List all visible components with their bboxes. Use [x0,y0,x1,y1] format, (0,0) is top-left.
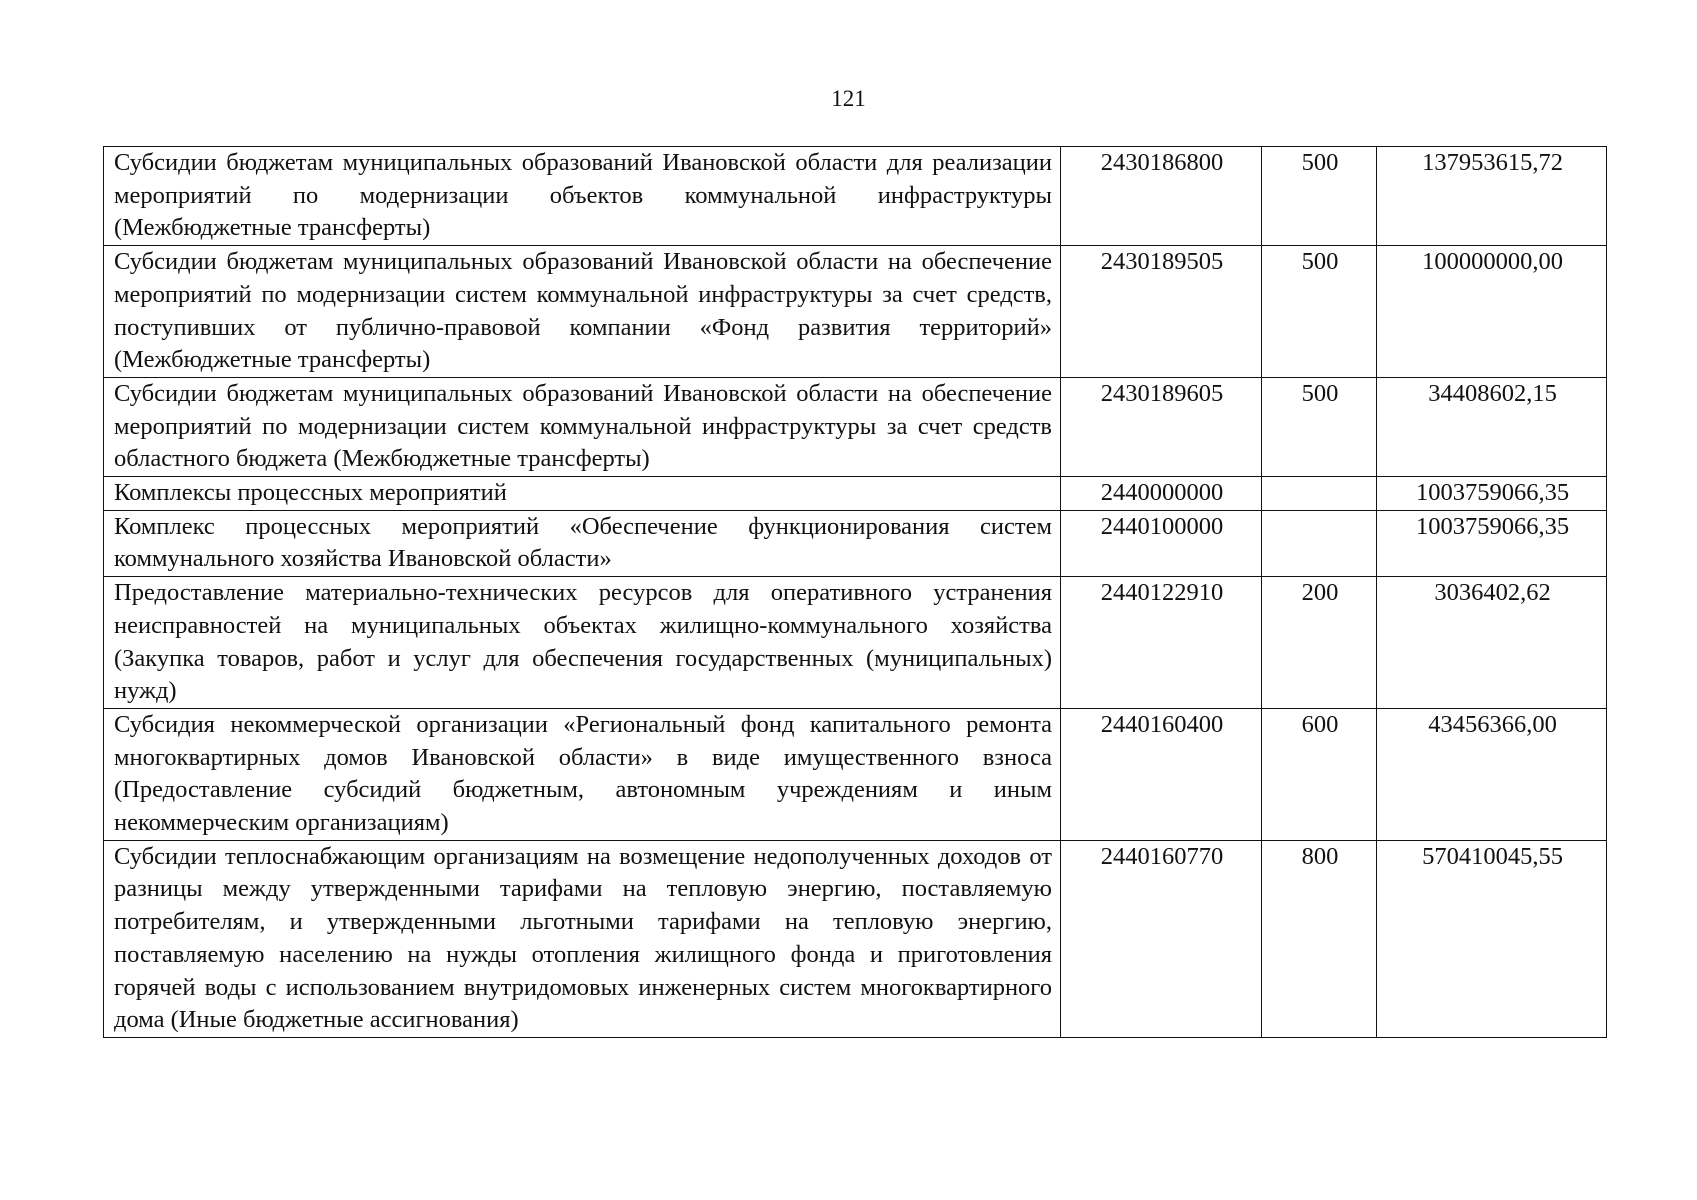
row-expense-type: 200 [1262,577,1377,709]
row-amount: 43456366,00 [1377,708,1607,840]
row-amount: 1003759066,35 [1377,477,1607,511]
row-name: Субсидии бюджетам муниципальных образований Ивановской области для реализации мероприятий по модернизации объектов коммунальной инфраструктуры (Межбюджетные трансферты) [104,147,1061,246]
row-amount: 137953615,72 [1377,147,1607,246]
table-row [104,477,1607,511]
row-amount: 3036402,62 [1377,577,1607,709]
row-amount: 100000000,00 [1377,246,1607,378]
row-name: Предоставление материально-технических ресурсов для оперативного устранения неисправностей на муниципальных объектах жилищно-коммунального хозяйства (Закупка товаров, работ и услуг для обеспечения государственных (муниципальных) нужд) [104,577,1061,709]
row-name: Комплексы процессных мероприятий [104,477,1061,511]
table-row [104,246,1607,378]
row-name: Субсидии бюджетам муниципальных образований Ивановской области на обеспечение мероприятий по модернизации систем коммунальной инфраструктуры за счет средств, поступивших от публично-правовой компании «Фонд развития территорий» (Межбюджетные трансферты) [104,246,1061,378]
row-target-code: 2440160400 [1061,708,1262,840]
row-name: Субсидии бюджетам муниципальных образований Ивановской области на обеспечение мероприятий по модернизации систем коммунальной инфраструктуры за счет средств областного бюджета (Межбюджетные трансферты) [104,377,1061,476]
row-amount: 34408602,15 [1377,377,1607,476]
row-target-code: 2440000000 [1061,477,1262,511]
table-row [104,510,1607,576]
table-row [104,840,1607,1037]
budget-table [103,146,1607,1038]
row-expense-type: 500 [1262,147,1377,246]
row-expense-type: 500 [1262,246,1377,378]
row-target-code: 2430189605 [1061,377,1262,476]
table-row [104,708,1607,840]
row-expense-type: 600 [1262,708,1377,840]
row-amount: 570410045,55 [1377,840,1607,1037]
row-name: Субсидии теплоснабжающим организациям на возмещение недополученных доходов от разницы между утвержденными тарифами на тепловую энергию, поставляемую потребителям, и утвержденными льготными тарифами на тепловую энергию, поставляемую населению на нужды отопления жилищного фонда и приготовления горячей воды с использованием внутридомовых инженерных систем многоквартирного дома (Иные бюджетные ассигнования) [104,840,1061,1037]
row-name: Комплекс процессных мероприятий «Обеспечение функционирования систем коммунального хозяйства Ивановской области» [104,510,1061,576]
table-row [104,377,1607,476]
page-number: 121 [831,86,866,111]
row-target-code: 2430189505 [1061,246,1262,378]
row-target-code: 2430186800 [1061,147,1262,246]
row-amount: 1003759066,35 [1377,510,1607,576]
row-target-code: 2440122910 [1061,577,1262,709]
row-expense-type [1262,477,1377,511]
table-row [104,577,1607,709]
row-target-code: 2440100000 [1061,510,1262,576]
row-expense-type: 800 [1262,840,1377,1037]
row-expense-type [1262,510,1377,576]
table-row [104,147,1607,246]
row-expense-type: 500 [1262,377,1377,476]
row-name: Субсидия некоммерческой организации «Региональный фонд капитального ремонта многоквартирных домов Ивановской области» в виде имущественного взноса (Предоставление субсидий бюджетным, автономным учреждениям и иным некоммерческим организациям) [104,708,1061,840]
row-target-code: 2440160770 [1061,840,1262,1037]
